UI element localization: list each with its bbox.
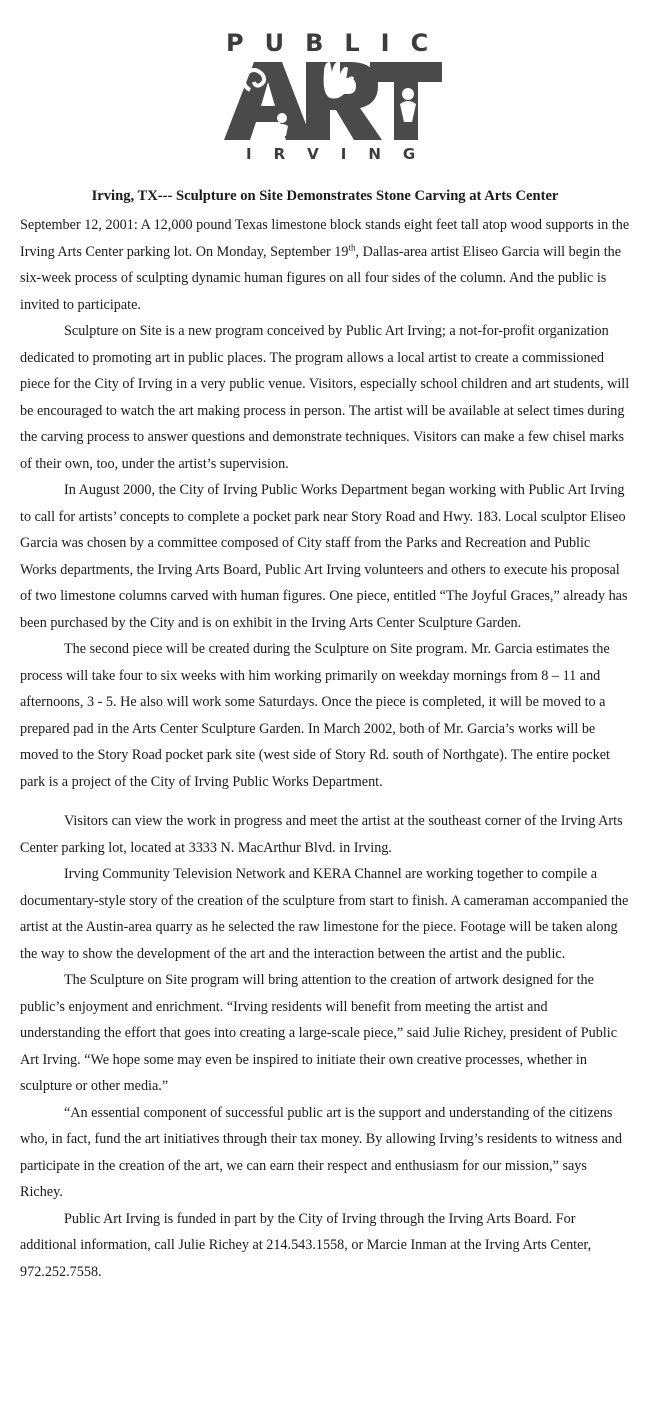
logo-top-word: PUBLIC bbox=[226, 29, 450, 57]
paragraph-3: In August 2000, the City of Irving Public Works Department began working with Public Art Irving to call for artists’ concepts to complete a pocket park near Story Road and Hwy. 183. Local sculptor Eliseo Garcia was chosen by a committee composed of City staff from the Parks and Recreation and Public Works departments, the Irving Arts Board, Public Art Irving volunteers and others to execute his proposal of two limestone columns carved with human figures. One piece, entitled “The Joyful Graces,” already has been purchased by the City and is on exhibit in the Irving Arts Center Sculpture Garden. bbox=[20, 482, 628, 631]
paragraph-5: Visitors can view the work in progress and meet the artist at the southeast corner of the Irving Arts Center parking lot, located at 3333 N. MacArthur Blvd. in Irving. bbox=[20, 813, 623, 856]
logo-letter-t bbox=[370, 62, 442, 140]
press-release-body bbox=[20, 212, 630, 1285]
public-art-irving-logo bbox=[220, 29, 450, 166]
headline: Irving, TX--- Sculpture on Site Demonstrates Stone Carving at Arts Center bbox=[91, 188, 559, 204]
paragraph-1 bbox=[20, 212, 630, 318]
logo-letter-a bbox=[224, 62, 312, 140]
paragraph-2: Sculpture on Site is a new program conceived by Public Art Irving; a not-for-profit organization dedicated to promoting art in public places. The program allows a local artist to create a commissioned piece for the City of Irving in a very public venue. Visitors, especially school children and art students, will be encouraged to watch the art making process in person. The artist will be available at select times during the carving process to answer questions and demonstrate techniques. Visitors can make a few chisel marks of their own, too, under the artist’s supervision. bbox=[20, 323, 630, 472]
paragraph-1-part-2: , Dallas-area artist Eliseo Garcia will begin the six-week process of sculpting dynamic human figures on all four sides of the column. And the public is invited to participate. bbox=[20, 243, 622, 313]
paragraph-9: Public Art Irving is funded in part by the City of Irving through the Irving Arts Board. For additional information, call Julie Richey at 214.543.1558, or Marcie Inman at the Irving Arts Center, 972.252.7558. bbox=[20, 1210, 592, 1280]
logo-bottom-word: IRVING bbox=[246, 145, 438, 163]
paragraph-8: “An essential component of successful public art is the support and understanding of the citizens who, in fact, fund the art initiatives through their tax money. By allowing Irving’s residents to witness and participate in the creation of the art, we can earn their respect and enthusiasm for our mission,” says Richey. bbox=[20, 1104, 622, 1200]
paragraph-6: Irving Community Television Network and KERA Channel are working together to compile a documentary-style story of the creation of the sculpture from start to finish. A cameraman accompanied the artist at the Austin-area quarry as he selected the raw limestone for the piece. Footage will be taken along the way to show the development of the art and the interaction between the artist and the public. bbox=[20, 866, 629, 962]
paragraph-7: The Sculpture on Site program will bring attention to the creation of artwork designed for the public’s enjoyment and enrichment. “Irving residents will benefit from meeting the artist and understanding the effort that goes into creating a large-scale piece,” said Julie Richey, president of Public Art Irving. “We hope some may even be inspired to initiate their own creative processes, whether in sculpture or other media.” bbox=[20, 972, 617, 1094]
paragraph-1-part-1: September 12, 2001: A 12,000 pound Texas limestone block stands eight feet tall atop wood supports in the Irving Arts Center parking lot. On Monday, September 19 bbox=[20, 217, 630, 260]
logo-art-mark bbox=[220, 60, 442, 140]
paragraph-4: The second piece will be created during the Sculpture on Site program. Mr. Garcia estimates the process will take four to six weeks with him working primarily on weekday mornings from 8 – 11 and afternoons, 3 - 5. He also will work some Saturdays. Once the piece is completed, it will be moved to a prepared pad in the Arts Center Sculpture Garden. In March 2002, both of Mr. Garcia’s works will be moved to the Story Road pocket park site (west side of Story Rd. south of Northgate). The entire pocket park is a project of the City of Irving Public Works Department. bbox=[20, 641, 610, 790]
ordinal-suffix: th bbox=[348, 241, 356, 252]
